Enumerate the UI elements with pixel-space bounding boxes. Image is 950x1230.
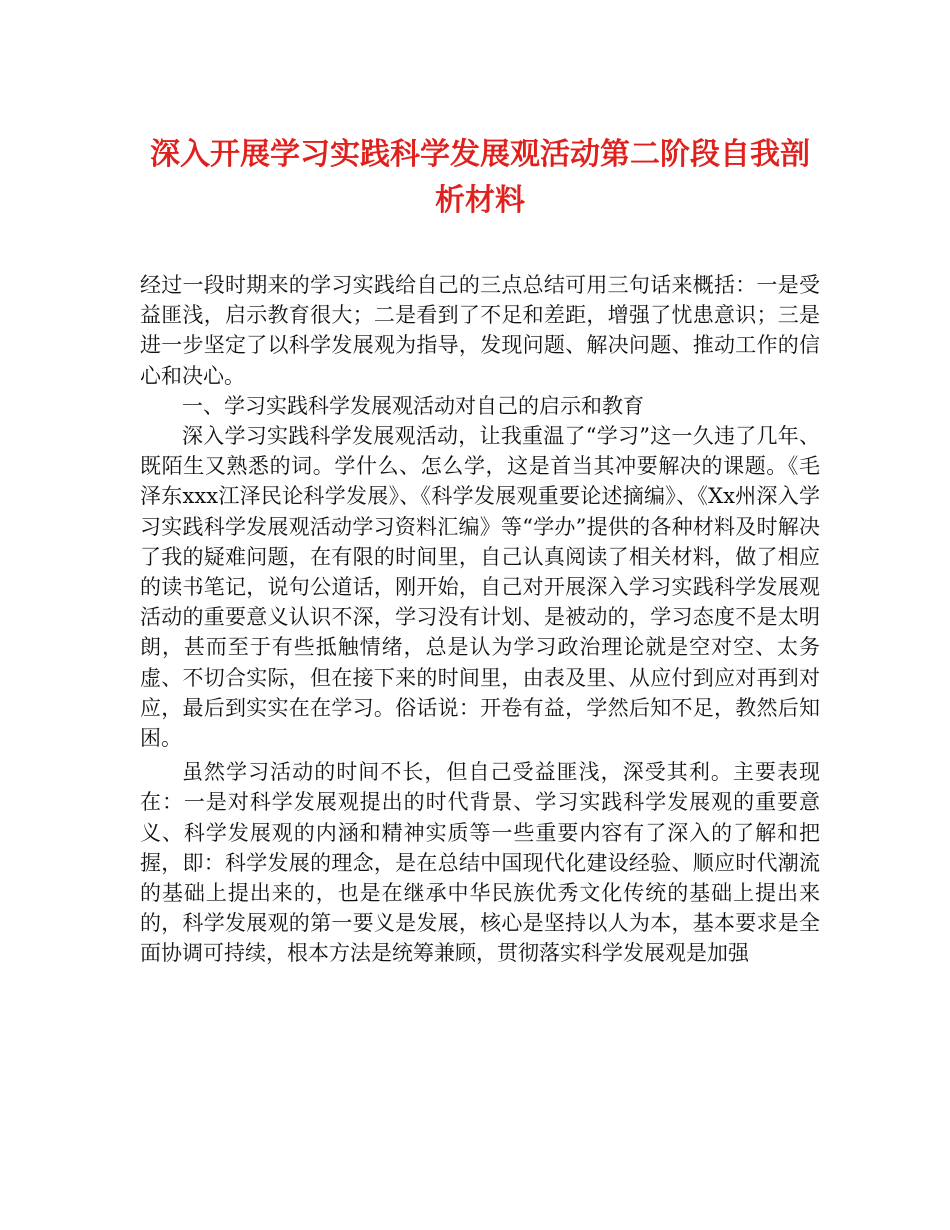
document-page <box>140 0 820 969</box>
section-heading: 一、学习实践科学发展观活动对自己的启示和教育 <box>182 393 644 418</box>
document-title: 深入开展学习实践科学发展观活动第二阶段自我剖析材料 <box>150 137 810 218</box>
body-paragraph: 深入学习实践科学发展观活动，让我重温了“学习”这一久违了几年、既陌生又熟悉的词。学什么、怎么学，这是首当其冲要解决的课题。《毛泽东xxx江泽民论科学发展》、《科学发展观重要论述摘编》、《Xx州深入学习实践科学发展观活动学习资料汇编》等“学办”提供的各种材料及时解决了我的疑难问题，在有限的时间里，自己认真阅读了相关材料，做了相应的读书笔记，说句公道话，刚开始，自己对开展深入学习实践科学发展观活动的重要意义认识不深，学习没有计划、是被动的，学习态度不是太明朗，甚而至于有些抵触情绪，总是认为学习政治理论就是空对空、太务虚、不切合实际，但在接下来的时间里，由表及里、从应付到应对再到对应，最后到实实在在学习。俗话说：开卷有益，学然后知不足，教然后知困。 <box>140 424 820 751</box>
document-body <box>140 270 820 969</box>
body-paragraph: 虽然学习活动的时间不长，但自己受益匪浅，深受其利。主要表现在：一是对科学发展观提出的时代背景、学习实践科学发展观的重要意义、科学发展观的内涵和精神实质等一些重要内容有了深入的了解和把握，即：科学发展的理念，是在总结中国现代化建设经验、顺应时代潮流的基础上提出来的，也是在继承中华民族优秀文化传统的基础上提出来的，科学发展观的第一要义是发展，核心是坚持以人为本，基本要求是全面协调可持续，根本方法是统筹兼顾，贯彻落实科学发展观是加强 <box>140 760 820 966</box>
intro-paragraph: 经过一段时期来的学习实践给自己的三点总结可用三句话来概括：一是受益匪浅，启示教育很大；二是看到了不足和差距，增强了忧患意识；三是进一步坚定了以科学发展观为指导，发现问题、解决问题、推动工作的信心和决心。 <box>140 273 820 388</box>
